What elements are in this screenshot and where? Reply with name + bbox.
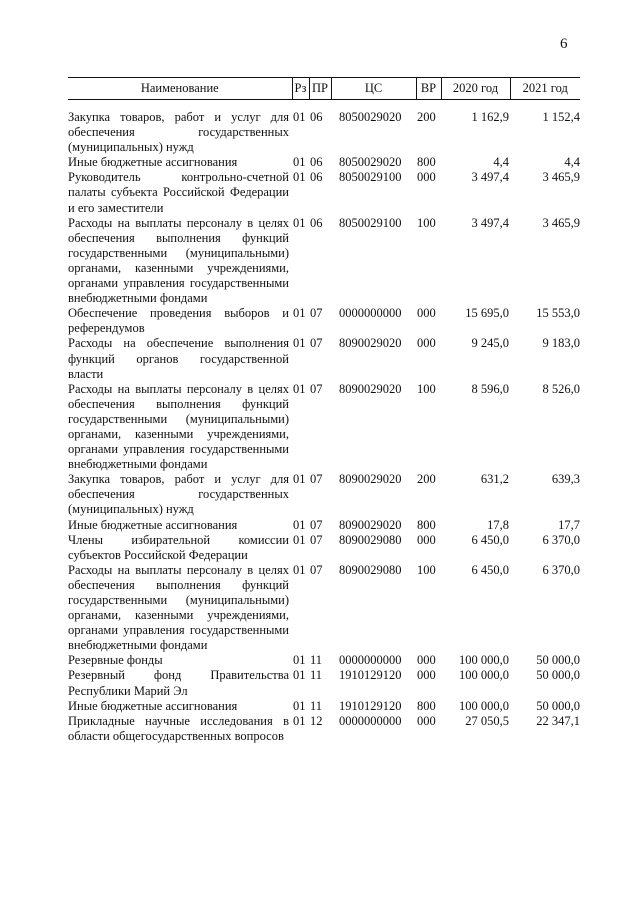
row-vr: 100 [417,381,436,396]
row-name: Расходы на выплаты персоналу в целях обеспечения выполнения функций государственными (муниципальными) органами, казенными учреждениями, органами управления государственными внебюджетными фондами [68,215,289,306]
row-name: Закупка товаров, работ и услуг для обеспечения государственных (муниципальных) нужд [68,472,289,517]
row-cs: 8090029020 [339,381,402,396]
row-name: Прикладные научные исследования в области общегосударственных вопросов [68,713,289,743]
row-rz: 01 [293,110,306,124]
row-cs: 8050029020 [339,110,402,124]
row-2020: 100 000,0 [459,698,509,713]
row-cs: 8050029100 [339,170,402,185]
row-vr: 000 [417,713,436,728]
row-pr: 07 [310,517,323,532]
row-2020: 1 162,9 [471,110,509,124]
header-2020: 2020 год [441,78,510,100]
header-2021: 2021 год [510,78,580,100]
table-row [68,533,580,563]
row-name: Расходы на выплаты персоналу в целях обеспечения выполнения функций государственными (муниципальными) органами, казенными учреждениями, органами управления государственными внебюджетными фондами [68,381,289,472]
row-2020: 3 497,4 [471,215,509,230]
row-2021: 1 152,4 [542,110,580,124]
row-rz: 01 [293,653,306,668]
row-vr: 100 [417,215,436,230]
row-2021: 8 526,0 [542,381,580,396]
row-cs: 8090029020 [339,336,402,351]
row-pr: 12 [310,713,323,728]
row-pr: 07 [310,336,323,351]
row-name: Иные бюджетные ассигнования [68,517,238,532]
row-name: Иные бюджетные ассигнования [68,155,238,170]
header-cs: ЦС [331,78,416,100]
row-pr: 07 [310,381,323,396]
row-vr: 000 [417,653,436,668]
row-vr: 000 [417,532,436,547]
row-rz: 01 [293,306,306,321]
row-cs: 1910129120 [339,698,402,713]
table-row [68,699,580,714]
row-vr: 000 [417,170,436,185]
table-header-row [68,78,580,100]
row-2021: 15 553,0 [536,306,580,321]
row-name: Расходы на выплаты персоналу в целях обеспечения выполнения функций государственными (муниципальными) органами, казенными учреждениями, органами управления государственными внебюджетными фондами [68,562,289,653]
row-pr: 11 [310,698,323,713]
row-pr: 06 [310,170,323,185]
row-2021: 17,7 [558,517,580,532]
row-cs: 8090029020 [339,517,402,532]
row-2020: 15 695,0 [465,306,509,321]
row-2020: 6 450,0 [471,532,509,547]
row-vr: 000 [417,306,436,321]
table-row [68,110,580,155]
table-row [68,155,580,170]
row-name: Расходы на обеспечение выполнения функций органов государственной власти [68,336,289,381]
row-2020: 3 497,4 [471,170,509,185]
row-2020: 8 596,0 [471,381,509,396]
row-name: Члены избирательной комиссии субъектов Российской Федерации [68,532,289,562]
header-name: Наименование [68,78,292,100]
row-pr: 07 [310,472,323,487]
table-row [68,170,580,215]
row-rz: 01 [293,668,306,683]
row-2021: 6 370,0 [542,562,580,577]
table-row [68,472,580,517]
row-2021: 9 183,0 [542,336,580,351]
row-rz: 01 [293,170,306,185]
row-pr: 06 [310,110,323,124]
row-2020: 17,8 [487,517,509,532]
row-name: Руководитель контрольно-счетной палаты субъекта Российской Федерации и его заместители [68,170,289,215]
row-rz: 01 [293,155,306,170]
row-rz: 01 [293,215,306,230]
row-2021: 4,4 [564,155,580,170]
table-row [68,653,580,668]
row-2021: 6 370,0 [542,532,580,547]
row-pr: 07 [310,562,323,577]
row-cs: 8090029020 [339,472,402,487]
row-vr: 800 [417,698,436,713]
row-name: Закупка товаров, работ и услуг для обеспечения государственных (муниципальных) нужд [68,110,289,155]
header-pr: ПР [309,78,331,100]
table-row [68,668,580,698]
row-cs: 0000000000 [339,306,402,321]
table-row [68,518,580,533]
row-name: Иные бюджетные ассигнования [68,698,238,713]
row-2021: 3 465,9 [542,215,580,230]
row-rz: 01 [293,713,306,728]
row-vr: 200 [417,110,436,124]
row-rz: 01 [293,532,306,547]
row-pr: 06 [310,155,323,170]
row-rz: 01 [293,562,306,577]
row-2021: 50 000,0 [536,698,580,713]
row-2021: 50 000,0 [536,653,580,668]
row-name: Резервный фонд Правительства Республики Марий Эл [68,668,289,698]
row-cs: 8050029100 [339,215,402,230]
row-2020: 6 450,0 [471,562,509,577]
row-rz: 01 [293,698,306,713]
row-vr: 000 [417,336,436,351]
row-cs: 8050029020 [339,155,402,170]
row-2020: 4,4 [493,155,509,170]
row-pr: 11 [310,653,323,668]
row-rz: 01 [293,472,306,487]
row-name: Обеспечение проведения выборов и референдумов [68,306,289,336]
row-vr: 100 [417,562,436,577]
row-2020: 631,2 [480,472,509,487]
table-row [68,382,580,473]
row-rz: 01 [293,336,306,351]
table-row [68,714,580,744]
row-rz: 01 [293,381,306,396]
header-vr: ВР [416,78,441,100]
row-cs: 8090029080 [339,532,402,547]
row-2021: 50 000,0 [536,668,580,683]
row-vr: 800 [417,155,436,170]
budget-table [68,77,580,744]
row-cs: 0000000000 [339,653,402,668]
row-vr: 000 [417,668,436,683]
row-2020: 9 245,0 [471,336,509,351]
table-row [68,563,580,654]
row-pr: 07 [310,532,323,547]
page-number: 6 [560,36,568,52]
table-row [68,306,580,336]
row-2021: 639,3 [551,472,580,487]
row-2021: 3 465,9 [542,170,580,185]
table-row [68,216,580,307]
row-pr: 07 [310,306,323,321]
row-2020: 100 000,0 [459,653,509,668]
row-cs: 8090029080 [339,562,402,577]
row-pr: 06 [310,215,323,230]
row-2020: 27 050,5 [465,713,509,728]
row-2021: 22 347,1 [536,713,580,728]
table-row [68,336,580,381]
header-rz: Рз [292,78,309,100]
row-name: Резервные фонды [68,653,163,668]
row-cs: 1910129120 [339,668,402,683]
row-vr: 200 [417,472,436,487]
row-cs: 0000000000 [339,713,402,728]
row-rz: 01 [293,517,306,532]
row-2020: 100 000,0 [459,668,509,683]
row-vr: 800 [417,517,436,532]
row-pr: 11 [310,668,323,683]
